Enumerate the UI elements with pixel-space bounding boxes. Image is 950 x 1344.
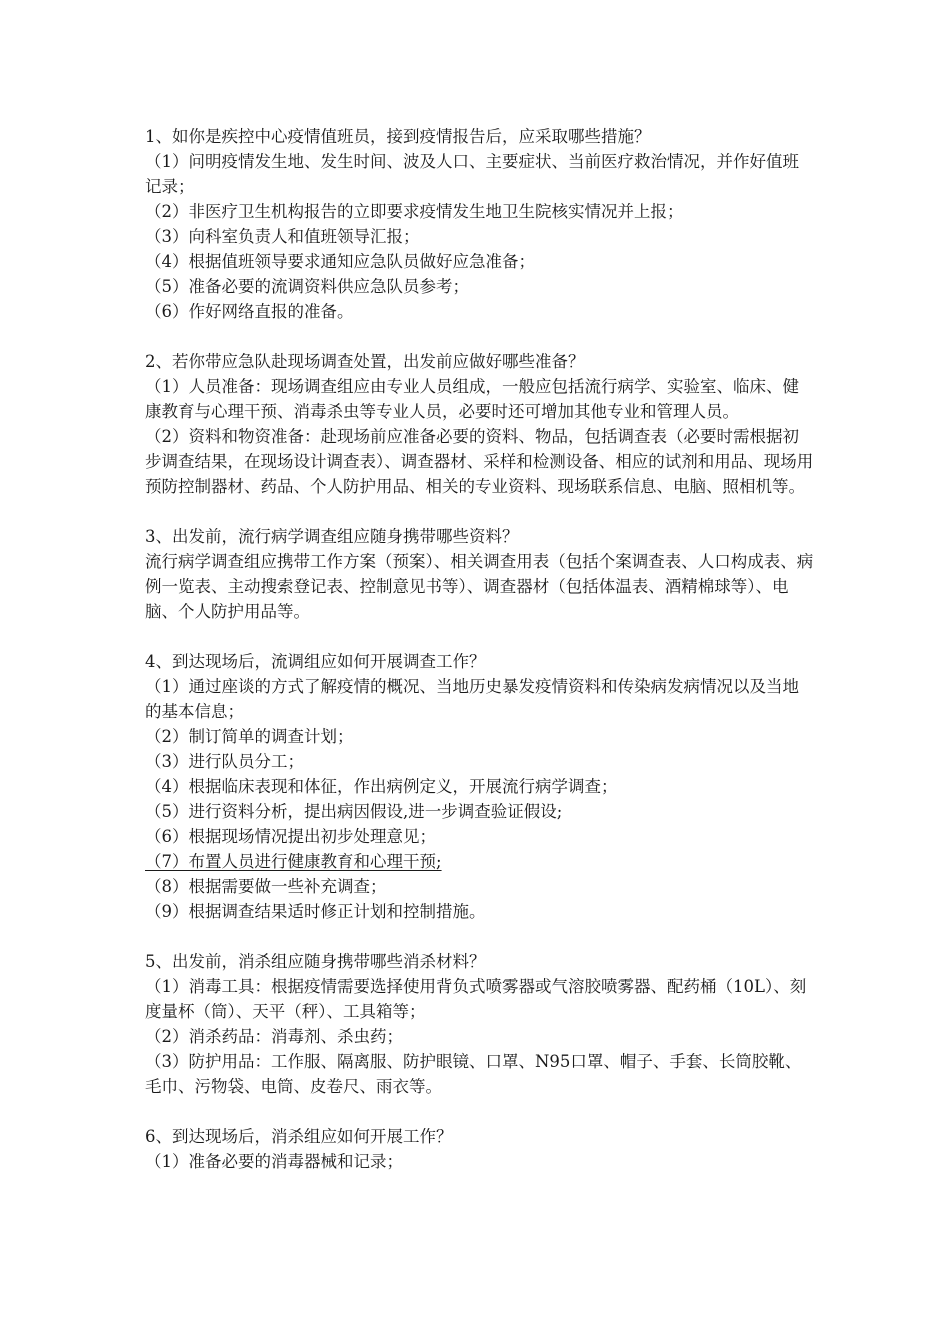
answer-line-underlined: （7）布置人员进行健康教育和心理干预; (145, 852, 442, 871)
section-5 (145, 949, 815, 1099)
answer-line: （5）准备必要的流调资料供应急队员参考； (145, 277, 469, 296)
answer-line: （6）作好网络直报的准备。 (145, 302, 354, 321)
section-2 (145, 349, 815, 499)
answer-line: （3）进行队员分工； (145, 752, 304, 771)
answer-line: （2）资料和物资准备：赴现场前应准备必要的资料、物品，包括调查表（必要时需根据初步调查结果，在现场设计调查表）、调查器材、采样和检测设备、相应的试剂和用品、现场用预防控制器材、药品、个人防护用品、相关的专业资料、现场联系信息、电脑、照相机等。 (145, 427, 814, 496)
answer-line: （4）根据值班领导要求通知应急队员做好应急准备； (145, 252, 535, 271)
answer-line: （2）非医疗卫生机构报告的立即要求疫情发生地卫生院核实情况并上报； (145, 202, 684, 221)
answer-line: （9）根据调查结果适时修正计划和控制措施。 (145, 902, 486, 921)
answer-line: （8）根据需要做一些补充调查； (145, 877, 387, 896)
question-heading: 5、出发前，消杀组应随身携带哪些消杀材料？ (145, 952, 486, 971)
answer-line: （1）消毒工具：根据疫情需要选择使用背负式喷雾器或气溶胶喷雾器、配药桶（10L）、刻度量杯（筒）、天平（秤）、工具箱等； (145, 977, 807, 1021)
question-heading: 2、若你带应急队赴现场调查处置，出发前应做好哪些准备？ (145, 352, 585, 371)
answer-line: （4）根据临床表现和体征，作出病例定义，开展流行病学调查； (145, 777, 618, 796)
document-page (145, 124, 815, 1174)
answer-line: （1）通过座谈的方式了解疫情的概况、当地历史暴发疫情资料和传染病发病情况以及当地的基本信息； (145, 677, 799, 721)
answer-line: （1）问明疫情发生地、发生时间、波及人口、主要症状、当前医疗救治情况，并作好值班记录； (145, 152, 799, 196)
answer-line: （3）向科室负责人和值班领导汇报； (145, 227, 420, 246)
answer-line: （5）进行资料分析，提出病因假设,进一步调查验证假设; (145, 802, 563, 821)
answer-line: （1）准备必要的消毒器械和记录； (145, 1152, 403, 1171)
question-heading: 6、到达现场后，消杀组应如何开展工作？ (145, 1127, 453, 1146)
answer-line: （3）防护用品：工作服、隔离服、防护眼镜、口罩、N95口罩、帽子、手套、长筒胶靴、毛巾、污物袋、电筒、皮卷尺、雨衣等。 (145, 1052, 802, 1096)
answer-line: （2）消杀药品：消毒剂、杀虫药； (145, 1027, 403, 1046)
answer-line: （6）根据现场情况提出初步处理意见； (145, 827, 436, 846)
question-heading: 1、如你是疾控中心疫情值班员，接到疫情报告后，应采取哪些措施？ (145, 127, 651, 146)
section-3 (145, 524, 815, 624)
answer-line: 流行病学调查组应携带工作方案（预案）、相关调查用表（包括个案调查表、人口构成表、病例一览表、主动搜索登记表、控制意见书等）、调查器材（包括体温表、酒精棉球等）、电脑、个人防护用品等。 (145, 552, 814, 621)
question-heading: 4、到达现场后，流调组应如何开展调查工作？ (145, 652, 486, 671)
answer-line: （2）制订简单的调查计划； (145, 727, 354, 746)
section-4 (145, 649, 815, 924)
answer-line: （1）人员准备：现场调查组应由专业人员组成，一般应包括流行病学、实验室、临床、健康教育与心理干预、消毒杀虫等专业人员，必要时还可增加其他专业和管理人员。 (145, 377, 799, 421)
section-1 (145, 124, 815, 324)
section-6 (145, 1124, 815, 1174)
question-heading: 3、出发前，流行病学调查组应随身携带哪些资料？ (145, 527, 519, 546)
